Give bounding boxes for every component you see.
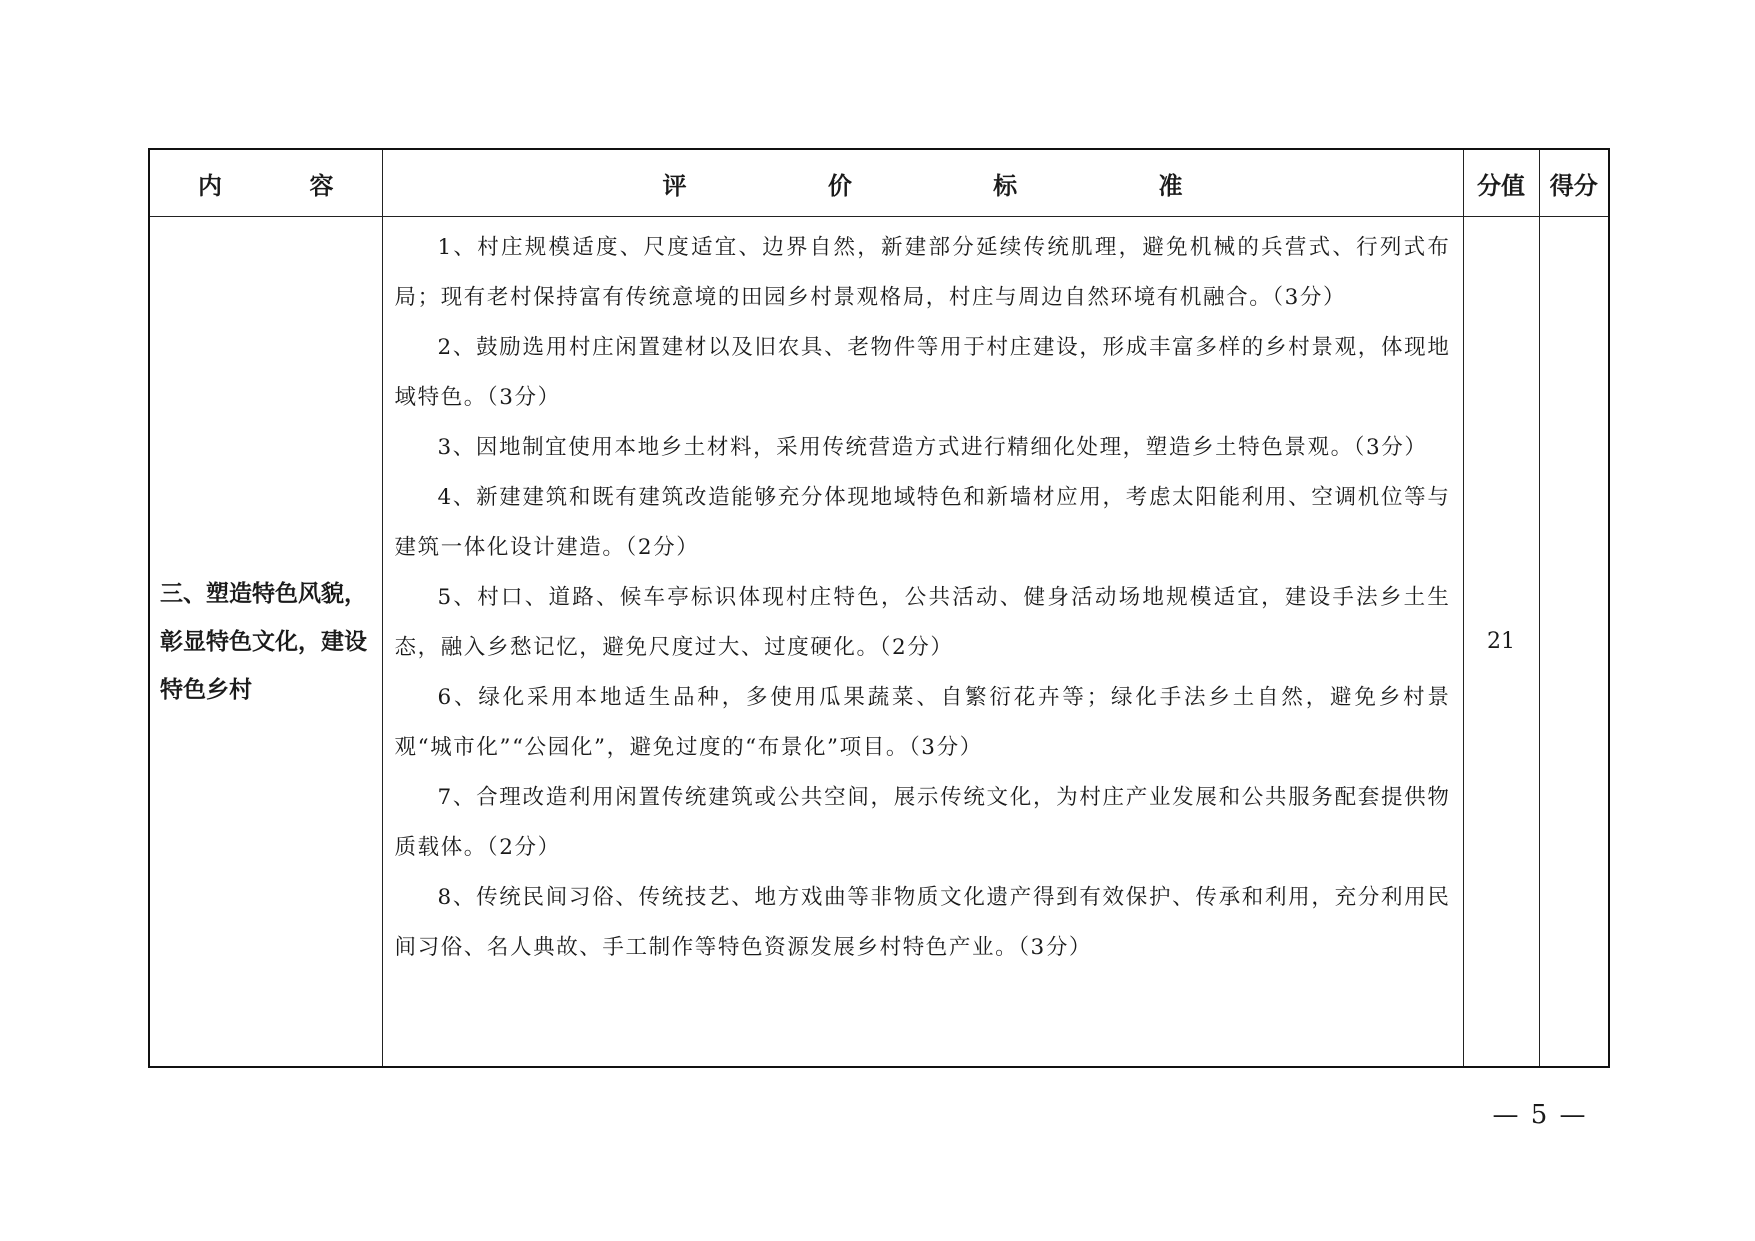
header-criteria-char: 标 xyxy=(993,171,1018,200)
header-got: 得分 xyxy=(1539,149,1609,217)
header-criteria-char: 准 xyxy=(1158,171,1183,200)
criteria-item: 1、村庄规模适度、尺度适宜、边界自然，新建部分延续传统肌理，避免机械的兵营式、行列式布局；现有老村保持富有传统意境的田园乡村景观格局，村庄与周边自然环境有机融合。（3分） xyxy=(394,235,1451,310)
content-cell: 三、塑造特色风貌，彰显特色文化，建设特色乡村 xyxy=(149,217,382,1068)
criteria-item: 5、村口、道路、候车亭标识体现村庄特色，公共活动、健身活动场地规模适宜，建设手法乡土生态，融入乡愁记忆，避免尺度过大、过度硬化。（2分） xyxy=(394,585,1451,660)
header-content-char: 内 xyxy=(198,171,222,200)
header-content xyxy=(149,149,382,217)
header-content-char: 容 xyxy=(309,171,334,200)
criteria-item: 6、绿化采用本地适生品种，多使用瓜果蔬菜、自繁衍花卉等；绿化手法乡土自然，避免乡村景观“城市化”“公园化”，避免过度的“布景化”项目。（3分） xyxy=(394,685,1451,760)
header-score: 分值 xyxy=(1463,149,1539,217)
criteria-item: 2、鼓励选用村庄闲置建材以及旧农具、老物件等用于村庄建设，形成丰富多样的乡村景观，体现地域特色。（3分） xyxy=(394,335,1451,410)
header-criteria xyxy=(382,149,1463,217)
score-cell: 21 xyxy=(1463,217,1539,1068)
header-criteria-char: 价 xyxy=(827,171,852,200)
evaluation-table-container xyxy=(148,148,1608,1068)
criteria-item: 3、因地制宜使用本地乡土材料，采用传统营造方式进行精细化处理，塑造乡土特色景观。（3分） xyxy=(437,435,1428,460)
page-number: — 5 — xyxy=(1492,1100,1588,1130)
got-score-cell xyxy=(1539,217,1609,1068)
criteria-item: 4、新建建筑和既有建筑改造能够充分体现地域特色和新墙材应用，考虑太阳能利用、空调机位等与建筑一体化设计建造。（2分） xyxy=(394,485,1451,560)
evaluation-table xyxy=(148,148,1610,1068)
criteria-item: 7、合理改造利用闲置传统建筑或公共空间，展示传统文化，为村庄产业发展和公共服务配套提供物质载体。（2分） xyxy=(394,785,1451,860)
table-row xyxy=(149,217,1609,1068)
criteria-item: 8、传统民间习俗、传统技艺、地方戏曲等非物质文化遗产得到有效保护、传承和利用，充分利用民间习俗、名人典故、手工制作等特色资源发展乡村特色产业。（3分） xyxy=(394,885,1451,960)
header-row xyxy=(149,149,1609,217)
criteria-cell xyxy=(382,217,1463,1068)
header-criteria-char: 评 xyxy=(662,171,687,200)
